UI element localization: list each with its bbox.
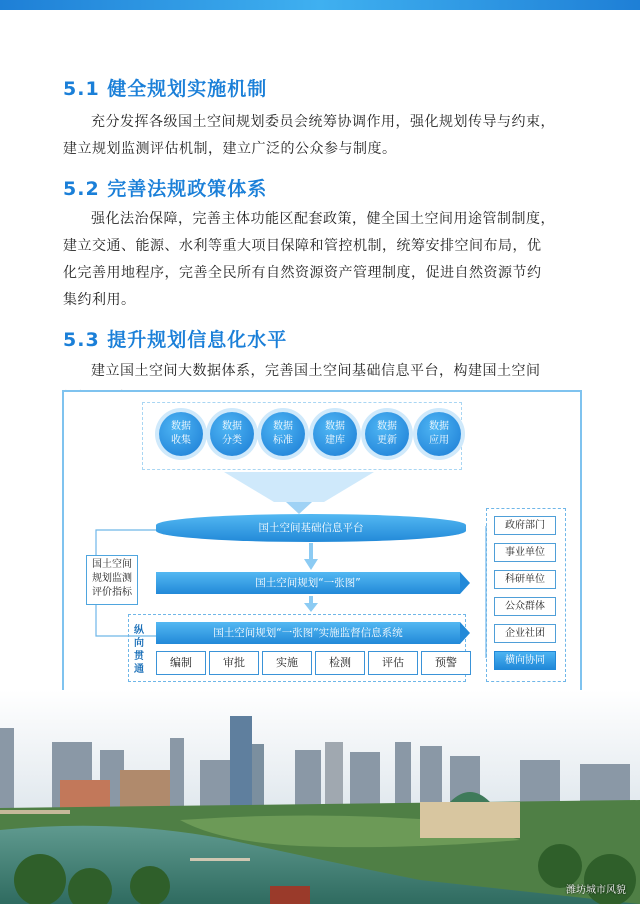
circle-data-standard: 数据标准 xyxy=(261,412,305,456)
circle-data-classify: 数据分类 xyxy=(210,412,254,456)
circle-data-apply: 数据应用 xyxy=(417,412,461,456)
right-list xyxy=(494,516,556,676)
task-detect: 检测 xyxy=(315,651,365,675)
circle-data-update: 数据更新 xyxy=(365,412,409,456)
funnel-arrow-icon xyxy=(224,472,374,514)
photo-caption: 潍坊城市风貌 xyxy=(566,885,626,896)
arrow-down-icon xyxy=(304,543,318,571)
section-title-5-3: 5.3 提升规划信息化水平 xyxy=(63,329,288,351)
monitoring-indicator-box: 国土空间规划监测评价指标 xyxy=(86,555,138,605)
system-bar: 国土空间规划“一张图”实施监督信息系统 xyxy=(156,622,460,644)
city-photo xyxy=(0,690,640,904)
para-line: 集约利用。 xyxy=(63,292,136,308)
para-line: 化完善用地程序，完善全民所有自然资源资产管理制度，促进自然资源节约 xyxy=(63,265,542,281)
para-line: 建立交通、能源、水利等重大项目保障和管控机制，统筹安排空间布局，优 xyxy=(63,238,542,254)
top-decor-bar xyxy=(0,0,640,10)
arrow-down-icon xyxy=(304,596,318,614)
task-row xyxy=(156,651,476,673)
section-5-1-paragraph xyxy=(63,109,583,163)
right-item-horizontal: 横向协同 xyxy=(494,651,556,670)
task-compile: 编制 xyxy=(156,651,206,675)
para-line: 强化法治保障，完善主体功能区配套政策，健全国土空间用途管制制度， xyxy=(91,211,555,227)
right-item-research: 科研单位 xyxy=(494,570,556,589)
task-approve: 审批 xyxy=(209,651,259,675)
right-item-public-institution: 事业单位 xyxy=(494,543,556,562)
task-implement: 实施 xyxy=(262,651,312,675)
right-connector-lines xyxy=(464,522,490,662)
section-title-5-2: 5.2 完善法规政策体系 xyxy=(63,178,268,200)
right-item-enterprise: 企业社团 xyxy=(494,624,556,643)
circle-data-build: 数据建库 xyxy=(313,412,357,456)
para-line: 充分发挥各级国土空间规划委员会统筹协调作用，强化规划传导与约束， xyxy=(91,114,555,130)
section-title-5-1: 5.1 健全规划实施机制 xyxy=(63,78,268,100)
section-5-2-paragraph xyxy=(63,206,583,314)
city-skyline-illustration xyxy=(0,690,640,904)
para-line: 建立国土空间大数据体系，完善国土空间基础信息平台，构建国土空间 xyxy=(91,363,541,379)
platform-bar: 国土空间基础信息平台 xyxy=(156,514,466,542)
vertical-connect-label: 纵向贯通 xyxy=(134,625,144,675)
right-item-government: 政府部门 xyxy=(494,516,556,535)
info-system-diagram xyxy=(62,390,582,695)
task-warning: 预警 xyxy=(421,651,471,675)
task-evaluate: 评估 xyxy=(368,651,418,675)
para-line: 建立规划监测评估机制，建立广泛的公众参与制度。 xyxy=(63,141,397,157)
one-map-bar: 国土空间规划“一张图” xyxy=(156,572,460,594)
circle-data-collect: 数据收集 xyxy=(159,412,203,456)
right-item-public: 公众群体 xyxy=(494,597,556,616)
